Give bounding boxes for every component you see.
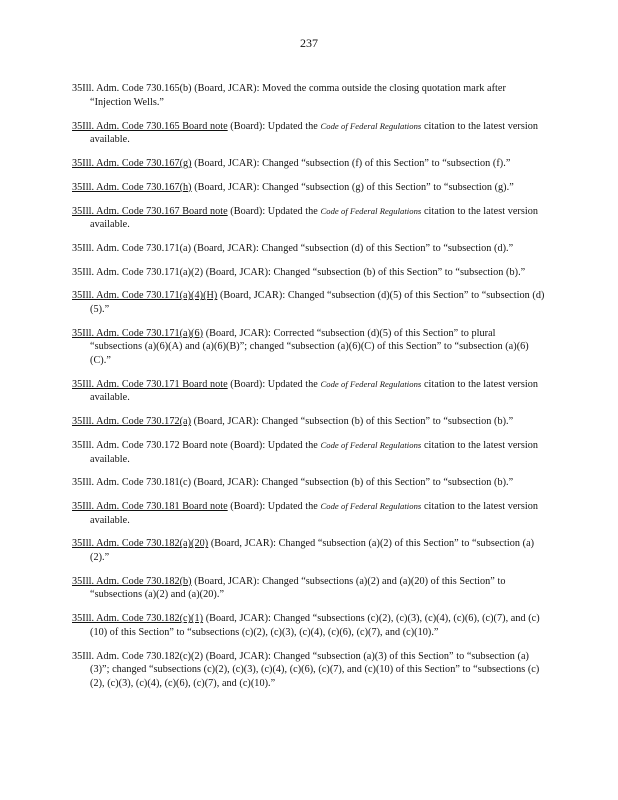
errata-entry — [72, 157, 546, 171]
entry-text: Changed “subsection (b) of this Section” to “subsection (b).” — [273, 266, 526, 278]
entry-text-after: citation to the latest version available. — [90, 378, 539, 404]
entry-citation: 35Ill. Adm. Code 730.172(a) — [72, 416, 192, 428]
entry-authority: (Board, JCAR): — [203, 266, 274, 278]
entry-authority: (Board, JCAR): — [191, 83, 263, 95]
errata-entry — [72, 476, 546, 490]
entry-cfr-title: Code of Federal Regulations — [320, 120, 422, 131]
errata-entry — [72, 266, 546, 280]
entry-citation: 35Ill. Adm. Code 730.182(b) — [72, 575, 192, 587]
entry-authority: (Board, JCAR): — [191, 181, 263, 193]
entry-authority: (Board, JCAR): — [203, 327, 274, 339]
entry-authority: (Board, JCAR): — [191, 157, 263, 169]
errata-entry — [72, 205, 546, 232]
entry-authority: (Board): — [227, 378, 268, 390]
errata-entry — [72, 181, 546, 195]
entry-authority: (Board): — [227, 205, 268, 217]
errata-entry — [72, 439, 546, 466]
entry-cfr-title: Code of Federal Regulations — [320, 501, 422, 512]
entry-citation: 35Ill. Adm. Code 730.172 Board note — [72, 439, 228, 451]
entry-authority: (Board, JCAR): — [208, 538, 279, 550]
entry-authority: (Board, JCAR): — [191, 575, 263, 587]
entry-text: Updated the — [267, 501, 321, 513]
errata-entry — [72, 612, 546, 639]
entry-text: Changed “subsection (d) of this Section” to “subsection (d).” — [261, 242, 514, 254]
entry-citation: 35Ill. Adm. Code 730.182(c)(2) — [72, 650, 204, 662]
errata-list — [72, 72, 546, 697]
entry-citation: 35Ill. Adm. Code 730.181 Board note — [72, 501, 228, 513]
entry-authority: (Board): — [227, 120, 268, 132]
entry-cfr-title: Code of Federal Regulations — [320, 439, 422, 450]
entry-text: Changed “subsection (d)(5) of this Section” to “subsection (d)(5).” — [90, 290, 545, 316]
entry-text-after: citation to the latest version available. — [90, 120, 539, 146]
errata-entry — [72, 415, 546, 429]
entry-authority: (Board, JCAR): — [217, 290, 288, 302]
entry-text: Changed “subsection (a)(3) of this Section” to “subsection (a)(3)”; changed “subsections (c)(2), (c)(3), (c)(4), (c)(6), (c)(7), and (c)(10) of this Section” to “subsections (c)(2), (c)(3), (c)(4), (c)(6), (c)(7), and (c)(10).” — [90, 650, 540, 689]
entry-text: Changed “subsection (f) of this Section” to “subsection (f).” — [262, 157, 511, 169]
entry-citation: 35Ill. Adm. Code 730.165(b) — [72, 83, 192, 95]
entry-citation: 35Ill. Adm. Code 730.171(a) — [72, 242, 192, 254]
errata-entry — [72, 289, 546, 316]
errata-entry — [72, 575, 546, 602]
errata-entry — [72, 378, 546, 405]
entry-text: Moved the comma outside the closing quotation mark after “Injection Wells.” — [90, 83, 506, 108]
entry-text: Changed “subsection (b) of this Section” to “subsection (b).” — [261, 416, 514, 428]
entry-citation: 35Ill. Adm. Code 730.171(a)(4)(H) — [72, 290, 218, 302]
entry-cfr-title: Code of Federal Regulations — [320, 205, 422, 216]
entry-authority: (Board, JCAR): — [203, 650, 274, 662]
entry-authority: (Board, JCAR): — [203, 613, 274, 625]
entry-text: Corrected “subsection (d)(5) of this Section” to plural “subsections (a)(6)(A) and (a)(6)(B)”; changed “subsection (a)(6)(C) of this Section” to “subsection (a)(6)(C).” — [90, 327, 529, 366]
entry-citation: 35Ill. Adm. Code 730.182(c)(1) — [72, 613, 204, 625]
entry-citation: 35Ill. Adm. Code 730.171(a)(6) — [72, 327, 204, 339]
errata-entry — [72, 500, 546, 527]
entry-text: Changed “subsection (b) of this Section” to “subsection (b).” — [261, 477, 514, 489]
entry-citation: 35Ill. Adm. Code 730.165 Board note — [72, 120, 228, 132]
entry-text-after: citation to the latest version available. — [90, 501, 539, 526]
errata-entry — [72, 327, 546, 368]
entry-citation: 35Ill. Adm. Code 730.167 Board note — [72, 205, 228, 217]
entry-cfr-title: Code of Federal Regulations — [320, 378, 422, 389]
entry-authority: (Board): — [227, 439, 268, 451]
errata-entry — [72, 650, 546, 691]
entry-citation: 35Ill. Adm. Code 730.182(a)(20) — [72, 538, 209, 550]
entry-authority: (Board, JCAR): — [191, 242, 262, 254]
entry-authority: (Board, JCAR): — [191, 416, 262, 428]
errata-entry — [72, 242, 546, 256]
page-number: 237 — [300, 36, 318, 50]
errata-entry — [72, 82, 546, 109]
entry-citation: 35Ill. Adm. Code 730.167(h) — [72, 181, 192, 193]
entry-text-after: citation to the latest version available. — [90, 439, 539, 465]
entry-text: Changed “subsections (a)(2) and (a)(20) of this Section” to “subsections (a)(2) and (a)(20).” — [90, 575, 506, 601]
entry-authority: (Board): — [227, 501, 268, 513]
entry-text: Updated the — [267, 439, 321, 451]
entry-text-after: citation to the latest version available. — [90, 205, 539, 231]
entry-text: Updated the — [267, 120, 321, 132]
entry-text: Changed “subsection (g) of this Section” to “subsection (g).” — [262, 181, 514, 193]
entry-citation: 35Ill. Adm. Code 730.171(a)(2) — [72, 266, 204, 278]
entry-citation: 35Ill. Adm. Code 730.181(c) — [72, 477, 192, 489]
entry-text: Changed “subsections (c)(2), (c)(3), (c)(4), (c)(6), (c)(7), and (c)(10) of this Section” to “subsections (c)(2), (c)(3), (c)(4), (c)(6), (c)(7), and (c)(10).” — [90, 613, 540, 638]
entry-authority: (Board, JCAR): — [191, 477, 262, 489]
entry-citation: 35Ill. Adm. Code 730.171 Board note — [72, 378, 228, 390]
errata-entry — [72, 537, 546, 564]
entry-text: Changed “subsection (a)(2) of this Section” to “subsection (a)(2).” — [90, 538, 535, 564]
entry-text: Updated the — [267, 205, 321, 217]
errata-entry — [72, 120, 546, 147]
entry-text: Updated the — [267, 378, 321, 390]
entry-citation: 35Ill. Adm. Code 730.167(g) — [72, 157, 192, 169]
